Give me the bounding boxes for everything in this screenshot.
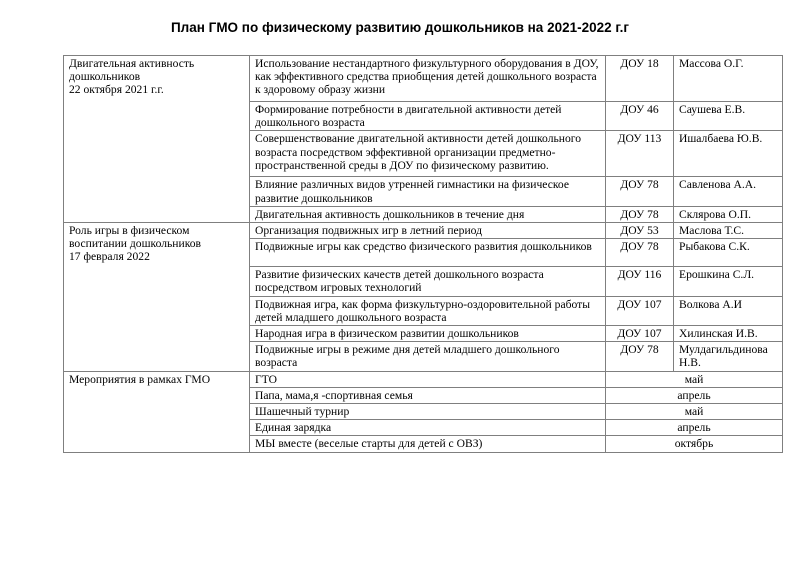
event-cell: ГТО [250,371,606,387]
section-label: Роль игры в физическом воспитании дошкольников 17 февраля 2022 [64,223,250,372]
org-cell: ДОУ 78 [606,177,674,206]
person-cell: Саушева Е.В. [674,102,783,131]
person-cell: Маслова Т.С. [674,223,783,239]
section-label: Двигательная активность дошкольников 22 октября 2021 г.г. [64,56,250,223]
event-cell: Шашечный турнир [250,404,606,420]
topic-cell: Использование нестандартного физкультурного оборудования в ДОУ, как эффективного средства приобщения детей дошкольного возраста к здоровому образу жизни [250,56,606,102]
month-cell: апрель [606,387,783,403]
org-cell: ДОУ 46 [606,102,674,131]
person-cell: Ишалбаева Ю.В. [674,131,783,177]
org-cell: ДОУ 78 [606,342,674,371]
org-cell: ДОУ 78 [606,206,674,222]
table-row [64,371,783,387]
event-cell: Папа, мама,я -спортивная семья [250,387,606,403]
person-cell: Савленова А.А. [674,177,783,206]
topic-cell: Формирование потребности в двигательной активности детей дошкольного возраста [250,102,606,131]
person-cell: Хилинская И.В. [674,326,783,342]
section-label: Мероприятия в рамках ГМО [64,371,250,452]
event-cell: Единая зарядка [250,420,606,436]
org-cell: ДОУ 53 [606,223,674,239]
table-row [64,223,783,239]
event-cell: МЫ вместе (веселые старты для детей с ОВЗ) [250,436,606,452]
month-cell: май [606,404,783,420]
person-cell: Склярова О.П. [674,206,783,222]
topic-cell: Подвижные игры в режиме дня детей младшего дошкольного возраста [250,342,606,371]
org-cell: ДОУ 107 [606,326,674,342]
document-title: План ГМО по физическому развитию дошкольников на 2021-2022 г.г [170,20,630,35]
org-cell: ДОУ 78 [606,239,674,267]
topic-cell: Совершенствование двигательной активности детей дошкольного возраста посредством эффективной организации предметно-пространственной среды в ДОУ по физическому развитию. [250,131,606,177]
topic-cell: Двигательная активность дошкольников в течение дня [250,206,606,222]
month-cell: октябрь [606,436,783,452]
person-cell: Ерошкина С.Л. [674,267,783,296]
topic-cell: Развитие физических качеств детей дошкольного возраста посредством игровых технологий [250,267,606,296]
topic-cell: Влияние различных видов утренней гимнастики на физическое развитие дошкольников [250,177,606,206]
person-cell: Рыбакова С.К. [674,239,783,267]
org-cell: ДОУ 107 [606,296,674,325]
month-cell: апрель [606,420,783,436]
org-cell: ДОУ 116 [606,267,674,296]
person-cell: Массова О.Г. [674,56,783,102]
topic-cell: Подвижная игра, как форма физкультурно-оздоровительной работы детей младшего дошкольного возраста [250,296,606,325]
topic-cell: Подвижные игры как средство физического развития дошкольников [250,239,606,267]
person-cell: Мулдагильдинова Н.В. [674,342,783,371]
topic-cell: Народная игра в физическом развитии дошкольников [250,326,606,342]
table-row [64,56,783,102]
org-cell: ДОУ 113 [606,131,674,177]
person-cell: Волкова А.И [674,296,783,325]
topic-cell: Организация подвижных игр в летний период [250,223,606,239]
month-cell: май [606,371,783,387]
org-cell: ДОУ 18 [606,56,674,102]
plan-table [63,55,783,453]
